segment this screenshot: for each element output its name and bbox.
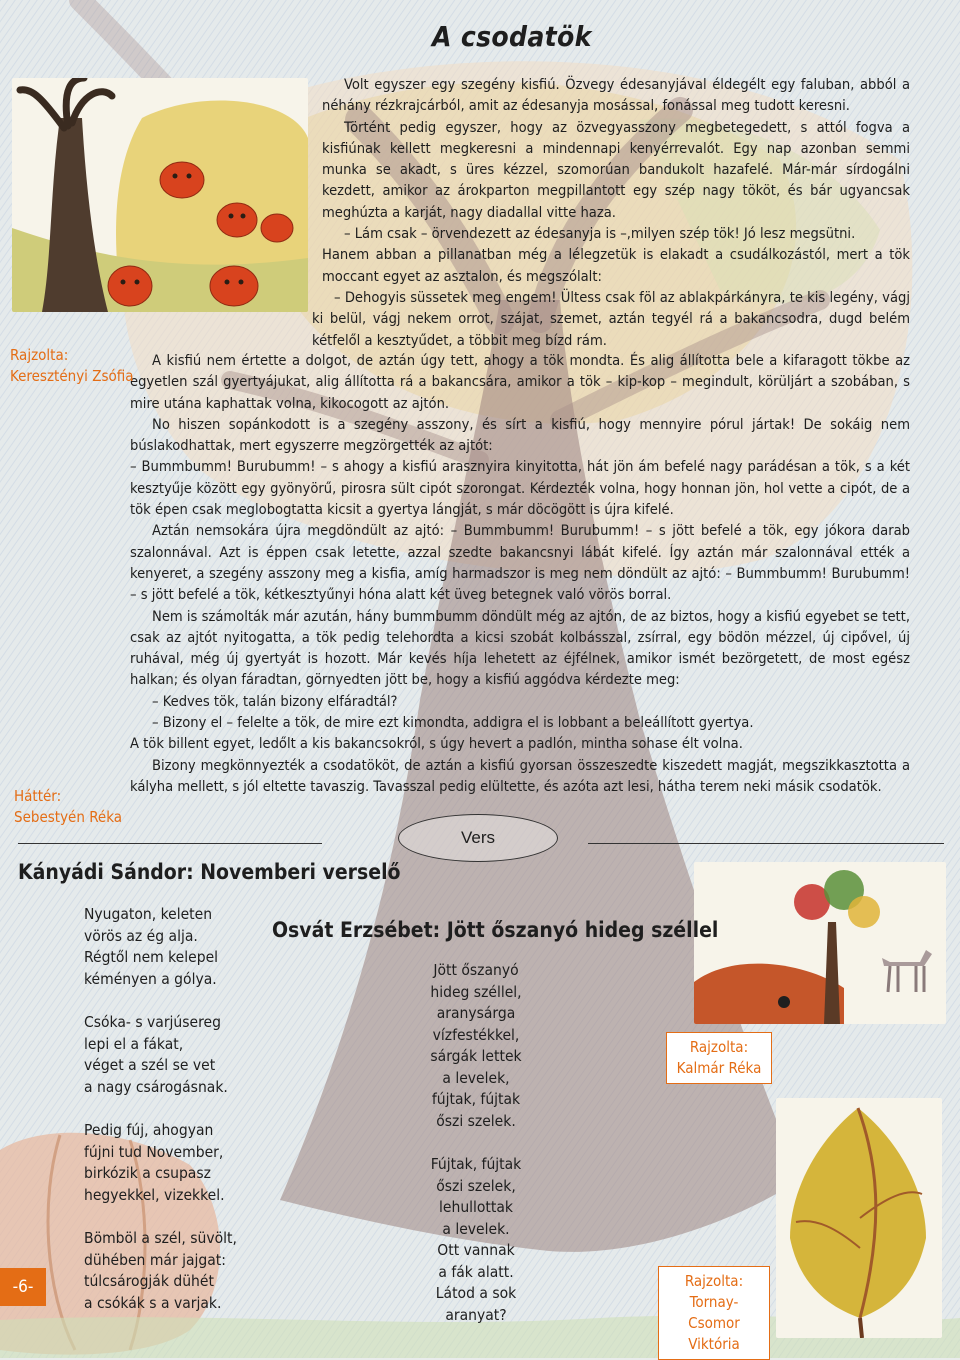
- story-paragraph-6: A kisfiú nem értette a dolgot, de aztán úgy tett, ahogy a tök mondta. És alig állította bele a kifaragott tökbe az egyetlen szál gyertyájukat, alig állította rá a bakancsára, amikor a tök – kip-kop – megindult, körüljárt a szobában, s mire utána kaphattak volna, kikocogott az ajtón.: [130, 352, 910, 412]
- caption-background-role: Háttér:: [14, 787, 62, 805]
- story-paragraph-8: – Bummbumm! Burubumm! – s ahogy a kisfiú arasznyira kinyitotta, hát jön ám befelé nagy parádésan a tök, s a két kesztyűje között egy gyönyörű, pirosra sült cipót szorongat. Kérdezték volna, hogy honnan jön, hol vette a cipót, de a tök épen csak meglobogtatta kicsit a gyertya lángját, s már döcögött is újra kifelé.: [130, 458, 910, 519]
- leaf-drawing: [776, 1098, 942, 1338]
- page-number: -6-: [0, 1268, 46, 1306]
- story-paragraph-1: Volt egyszer egy szegény kisfiú. Özvegy édesanyjával éldegélt egy faluban, abból a néhány rézkrajcárból, amit az édesanyja mosással, fonással meg tudott keresni.: [322, 76, 910, 115]
- poem2-stanza-2: Fújtak, fújtak őszi szelek, lehullottak a levelek. Ott vannak a fák alatt. Látod a sok aranyat?: [430, 1155, 522, 1324]
- caption-drawing2-name: Kalmár Réka: [676, 1059, 762, 1077]
- poem1-title: Kányádi Sándor: Novemberi verselő: [18, 860, 401, 884]
- divider-left: [18, 843, 322, 844]
- poem1-stanza-4: Bömböl a szél, süvölt, dühében már jajgat: túlcsárogják dühét a csókák s a varjak.: [84, 1229, 237, 1312]
- story-paragraph-3: – Lám csak – örvendezett az édesanyja is –,milyen szép tök! Jó lesz megsütni.: [344, 225, 856, 243]
- poem2-body: [396, 960, 556, 1348]
- caption-drawing2-role: Rajzolta:: [689, 1038, 749, 1056]
- caption-drawing1-role: Rajzolta:: [10, 346, 69, 364]
- poem1-stanza-1: Nyugaton, keleten vörös az ég alja. Régtől nem kelepel kéményen a gólya.: [84, 905, 219, 988]
- caption-drawing1: [10, 345, 134, 387]
- divider-right: [588, 843, 944, 844]
- story-paragraph-13: A tök billent egyet, ledőlt a kis bakancsokról, s úgy hevert a padlón, mintha sohase élt volna.: [130, 735, 743, 753]
- poem1-stanza-2: Csóka- s varjúsereg lepi el a fákat, véget a szél se vet a nagy csárogásnak.: [84, 1013, 228, 1096]
- poem2-title: Osvát Erzsébet: Jött őszanyó hideg széllel: [272, 918, 719, 942]
- story-title: A csodatök: [432, 20, 592, 53]
- story-paragraph-7: No hiszen sopánkodott is a szegény asszony, és sírt a kisfiú, hogy mennyire pórul jártak! De sokáig nem búslakodhattak, mert egyszerre megzörgették az ajtót:: [130, 415, 910, 455]
- story-paragraph-4: Hanem abban a pillanatban még a lélegzetük is elakadt a csudálkozástól, mert a tök moccant egyet az asztalon, és megszólalt:: [322, 246, 910, 285]
- story-paragraph-11: – Kedves tök, talán bizony elfáradtál?: [152, 692, 398, 710]
- story-paragraph-5: – Dehogyis süssetek meg engem! Ültess csak föl az ablakpárkányra, te kis legény, vágj ki belül, vágj nekem orrot, szájat, szemet, aztán tegyél rá a bakancsodra, dugd belém kétfelől a kesztyűdet, a többit meg bízd rám.: [312, 289, 910, 349]
- caption-drawing3-name-line2: Viktória: [688, 1335, 740, 1353]
- pumpkin-tree-drawing: [12, 78, 308, 312]
- caption-drawing1-name: Keresztényi Zsófia: [10, 367, 134, 385]
- story-paragraph-10: Nem is számolták már azután, hány bummbumm döndült még az ajtón, de az biztos, hogy a kisfiú egyebet se tett, csak az ajtót nyitogatta, a tök pedig telehordta a kicsi szobát kolbásszal, zsírral, egy bödön mézzel, új cipővel, új ruhával, még új gyertyát is hozott. Már kevés híja lehetett az éjfélnek, amikor ismét bezörgetett, de most egész halkan; és olyan fáradtan, görnyedten jött be, hogy a kisfiú aggódva kérdezte meg:: [130, 607, 910, 689]
- story-paragraph: [312, 287, 910, 351]
- tree-horse-drawing: [694, 862, 946, 1024]
- story-paragraph: [322, 74, 910, 287]
- story-paragraph-2: Történt pedig egyszer, hogy az özvegyasszony megbetegedett, s attól fogva a kisfiúnak kellett megkeresni a mindennapi kenyérrevalót. Egy nap azonban semmi munka se akadt, s üres kézzel, szomorúan bandukolt hazafelé. Már-már sírdogálni kezdett, amikor az árokparton megpillantott egy szép nagy tököt, és bár ugyancsak meghúzta a karját, nagy diadallal vitte haza.: [322, 118, 910, 221]
- story-paragraph-14: Bizony megkönnyezték a csodatököt, de aztán a kisfiú gyorsan összeszedte kiszedett magját, megszikkasztotta a kályha mellett, s jól eltette tavaszig. Tavasszal pedig elültette, és azóta azt lesi, hátha terem neki másik csodatök.: [130, 756, 910, 795]
- caption-drawing3: [658, 1266, 770, 1360]
- poem2-stanza-1: Jött őszanyó hideg széllel, aranysárga vízfestékkel, sárgák lettek a levelek, fújtak, fújtak őszi szelek.: [430, 961, 522, 1130]
- caption-background: [14, 786, 122, 828]
- caption-drawing3-name-line1: Tornay-Csomor: [688, 1293, 740, 1332]
- story-paragraph-12: – Bizony el – felelte a tök, de mire ezt kimondta, addigra el is lobbant a beleállított gyertya.: [152, 714, 754, 732]
- caption-drawing2: [666, 1032, 772, 1084]
- section-label-vers: Vers: [398, 814, 558, 862]
- poem1-body: [84, 904, 274, 1336]
- story-paragraph: [130, 350, 910, 797]
- caption-drawing3-role: Rajzolta:: [684, 1272, 744, 1290]
- story-paragraph-9: Aztán nemsokára újra megdöndült az ajtó: – Bummbumm! Burubumm! – s jött befelé a tök, egy jókora darab szalonnával. Azt is éppen csak letette, azzal szedte bakancsnyi lábát kifelé. Így aztán már szalonnával ették a kenyeret, a szegény asszony meg a kisfia, amíg harmadszor is meg nem döndült az ajtó: – Bummbumm! Burubumm! – s jött befelé a tök, kétkesztyűnyi hóna alatt két üveg betegnek való vörös borral.: [130, 522, 910, 604]
- poem1-stanza-3: Pedig fúj, ahogyan fújni tud November, birkózik a csupasz hegyekkel, vizekkel.: [84, 1121, 225, 1204]
- caption-background-name: Sebestyén Réka: [14, 808, 123, 826]
